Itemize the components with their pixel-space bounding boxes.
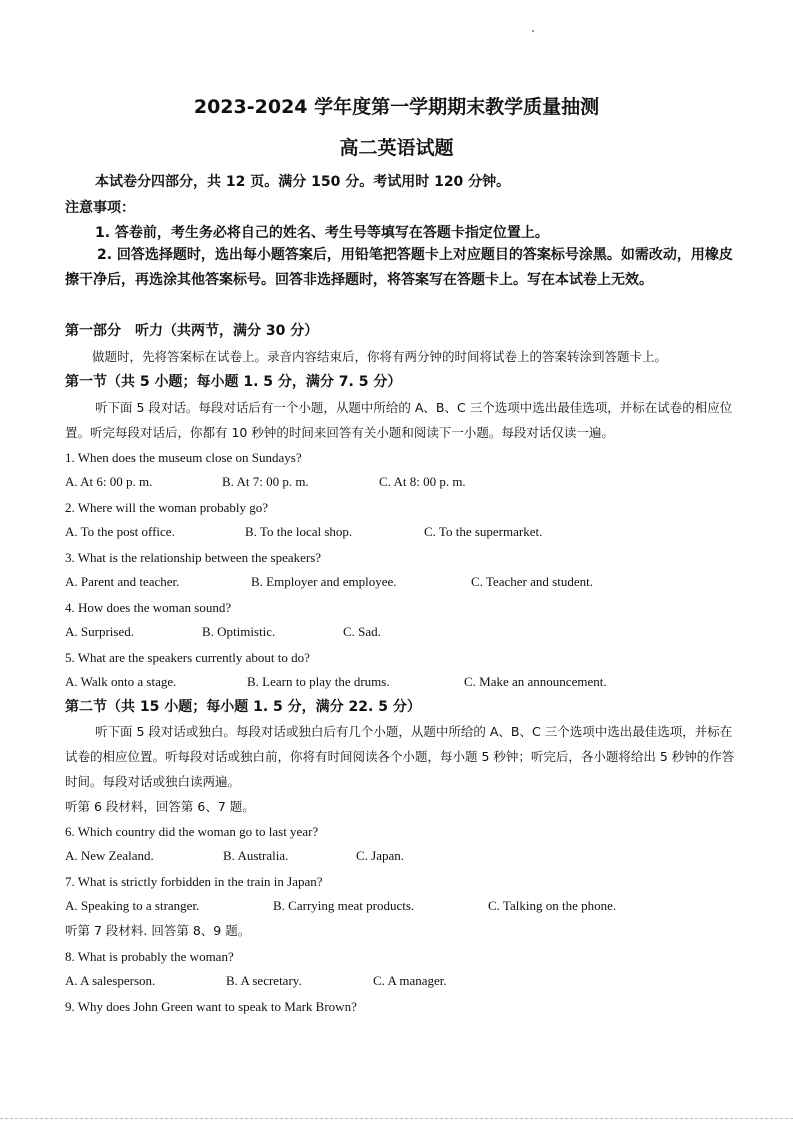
question-6-option-b: B. Australia.: [223, 848, 289, 863]
question-5-option-a: A. Walk onto a stage.: [65, 674, 177, 689]
question-4-option-c: C. Sad.: [343, 624, 381, 639]
material-7-note: 听第 7 段材料. 回答第 8、9 题。: [65, 923, 251, 938]
notice-item-2: 2. 回答选择题时，选出每小题答案后，用铅笔把答题卡上对应题目的答案标号涂黑。如需改动，用橡皮擦干净后，再选涂其他答案标号。回答非选择题时，将答案写在答题卡上。写在本试卷上无效。: [65, 247, 733, 288]
question-1-option-c: C. At 8: 00 p. m.: [379, 474, 466, 489]
part1-heading: 第一部分 听力（共两节，满分 30 分）: [65, 323, 319, 339]
question-6: 6. Which country did the woman go to last year?: [65, 824, 319, 839]
question-3-option-c: C. Teacher and student.: [471, 574, 593, 589]
exam-title: 2023-2024 学年度第一学期期末教学质量抽测: [193, 96, 600, 118]
section1-heading: 第一节（共 5 小题；每小题 1. 5 分，满分 7. 5 分）: [65, 374, 402, 390]
question-3: 3. What is the relationship between the speakers?: [65, 550, 322, 565]
question-1-option-a: A. At 6: 00 p. m.: [65, 474, 153, 489]
question-7-option-c: C. Talking on the phone.: [488, 898, 617, 913]
question-5: 5. What are the speakers currently about to do?: [65, 650, 310, 665]
question-7-option-a: A. Speaking to a stranger.: [65, 898, 200, 913]
question-8-option-a: A. A salesperson.: [65, 973, 156, 988]
question-2: 2. Where will the woman probably go?: [65, 500, 269, 515]
page-bottom-rule: [0, 1118, 793, 1119]
question-3-option-a: A. Parent and teacher.: [65, 574, 180, 589]
exam-intro: 本试卷分四部分，共 12 页。满分 150 分。考试用时 120 分钟。: [95, 174, 511, 190]
notice-heading: 注意事项：: [65, 200, 135, 216]
question-6-option-c: C. Japan.: [356, 848, 405, 863]
question-1: 1. When does the museum close on Sundays?: [65, 450, 302, 465]
question-8-option-b: B. A secretary.: [226, 973, 302, 988]
question-3-option-b: B. Employer and employee.: [251, 574, 397, 589]
exam-subtitle: 高二英语试题: [339, 137, 454, 159]
section2-instruction: 听下面 5 段对话或独白。每段对话或独白后有几个小题，从题中所给的 A、B、C 三个选项中选出最佳选项，并标在试卷的相应位置。听每段对话或独白前，你将有时间阅读各个小题，每小题 5 秒钟；听完后，各小题将给出 5 秒钟的作答时间。每段对话或独白读两遍。: [65, 724, 735, 789]
scan-dot: [532, 30, 534, 32]
question-1-option-b: B. At 7: 00 p. m.: [222, 474, 309, 489]
section1-instruction: 听下面 5 段对话。每段对话后有一个小题，从题中所给的 A、B、C 三个选项中选出最佳选项，并标在试卷的相应位置。听完每段对话后，你都有 10 秒钟的时间来回答有关小题和阅读下一小题。每段对话仅读一遍。: [65, 400, 733, 440]
material-6-note: 听第 6 段材料，回答第 6、7 题。: [65, 799, 255, 814]
question-5-option-c: C. Make an announcement.: [464, 674, 607, 689]
question-4-option-b: B. Optimistic.: [202, 624, 276, 639]
question-8-option-c: C. A manager.: [373, 973, 447, 988]
question-9: 9. Why does John Green want to speak to Mark Brown?: [65, 999, 357, 1014]
question-5-option-b: B. Learn to play the drums.: [247, 674, 390, 689]
question-6-option-a: A. New Zealand.: [65, 848, 154, 863]
question-2-option-a: A. To the post office.: [65, 524, 175, 539]
question-7-option-b: B. Carrying meat products.: [273, 898, 415, 913]
section2-heading: 第二节（共 15 小题；每小题 1. 5 分，满分 22. 5 分）: [65, 699, 421, 715]
notice-item-1: 1. 答卷前，考生务必将自己的姓名、考生号等填写在答题卡指定位置上。: [95, 225, 549, 241]
question-2-option-b: B. To the local shop.: [245, 524, 353, 539]
question-8: 8. What is probably the woman?: [65, 949, 234, 964]
part1-instruction: 做题时，先将答案标在试卷上。录音内容结束后，你将有两分钟的时间将试卷上的答案转涂到答题卡上。: [92, 349, 668, 364]
question-2-option-c: C. To the supermarket.: [424, 524, 543, 539]
question-4-option-a: A. Surprised.: [65, 624, 134, 639]
question-4: 4. How does the woman sound?: [65, 600, 232, 615]
question-7: 7. What is strictly forbidden in the train in Japan?: [65, 874, 323, 889]
